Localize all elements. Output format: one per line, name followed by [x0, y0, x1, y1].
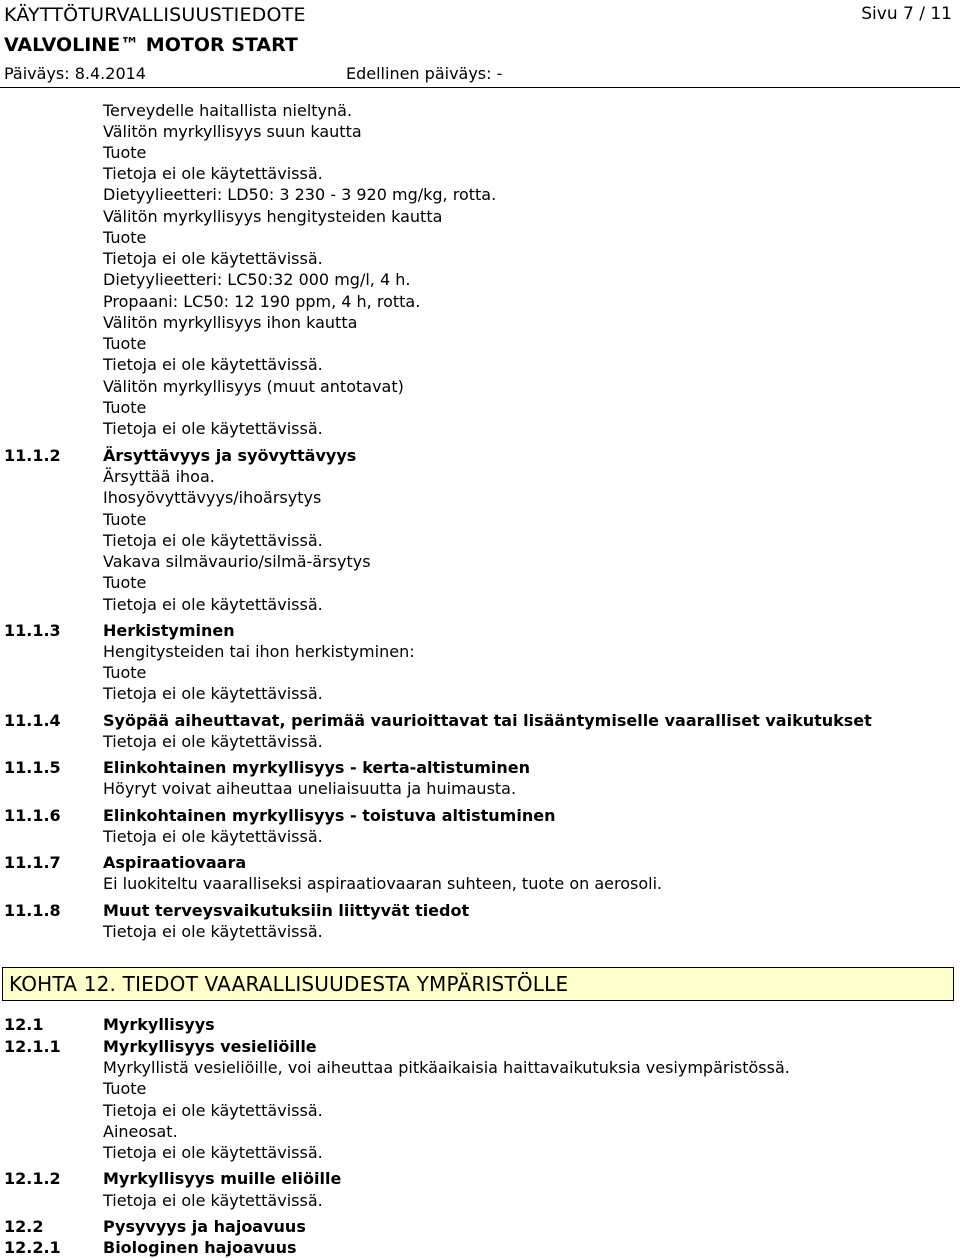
- previous-date: Edellinen päiväys: -: [346, 64, 503, 83]
- body-line: Tuote: [103, 143, 147, 162]
- section-number: 12.1: [4, 1015, 44, 1034]
- section-heading: Elinkohtainen myrkyllisyys - kerta-altistuminen: [103, 758, 531, 777]
- body-line: Tuote: [103, 398, 147, 417]
- body-line: Terveydelle haitallista nieltynä.: [103, 101, 353, 120]
- body-line: Tietoja ei ole käytettävissä.: [103, 732, 323, 751]
- section-heading: Biologinen hajoavuus: [103, 1238, 297, 1257]
- body-line: Tietoja ei ole käytettävissä.: [103, 922, 323, 941]
- body-line: Välitön myrkyllisyys suun kautta: [103, 122, 362, 141]
- product-name: VALVOLINE™ MOTOR START: [4, 34, 298, 56]
- body-line: Tuote: [103, 573, 147, 592]
- body-line: Välitön myrkyllisyys hengitysteiden kautta: [103, 207, 443, 226]
- section-number: 12.1.1: [4, 1037, 61, 1056]
- body-line: Ärsyttää ihoa.: [103, 467, 215, 486]
- section-number: 11.1.6: [4, 806, 61, 825]
- body-line: Propaani: LC50: 12 190 ppm, 4 h, rotta.: [103, 292, 421, 311]
- body-line: Tietoja ei ole käytettävissä.: [103, 684, 323, 703]
- section-number: 11.1.4: [4, 711, 61, 730]
- document-title: KÄYTTÖTURVALLISUUSTIEDOTE: [4, 4, 306, 26]
- body-line: Tuote: [103, 1079, 147, 1098]
- body-line: Tuote: [103, 510, 147, 529]
- body-line: Tietoja ei ole käytettävissä.: [103, 595, 323, 614]
- section-number: 12.2.1: [4, 1238, 61, 1257]
- section-heading: Elinkohtainen myrkyllisyys - toistuva altistuminen: [103, 806, 556, 825]
- body-line: Aineosat.: [103, 1122, 178, 1141]
- section-12-title: KOHTA 12. TIEDOT VAARALLISUUDESTA YMPÄRISTÖLLE: [9, 972, 569, 996]
- section-heading: Herkistyminen: [103, 621, 235, 640]
- body-line: Ei luokiteltu vaaralliseksi aspiraatiovaaran suhteen, tuote on aerosoli.: [103, 874, 663, 893]
- section-number: 11.1.7: [4, 853, 61, 872]
- body-line: Hengitysteiden tai ihon herkistyminen:: [103, 642, 415, 661]
- body-line: Tuote: [103, 228, 147, 247]
- body-line: Vakava silmävaurio/silmä-ärsytys: [103, 552, 371, 571]
- issue-date: Päiväys: 8.4.2014: [4, 64, 146, 83]
- body-line: Tuote: [103, 663, 147, 682]
- header-divider: [0, 87, 960, 88]
- section-heading: Aspiraatiovaara: [103, 853, 247, 872]
- body-line: Dietyylieetteri: LC50:32 000 mg/l, 4 h.: [103, 270, 411, 289]
- body-line: Tietoja ei ole käytettävissä.: [103, 419, 323, 438]
- body-line: Tietoja ei ole käytettävissä.: [103, 164, 323, 183]
- body-line: Ihosyövyttävyys/ihoärsytys: [103, 488, 322, 507]
- section-number: 11.1.8: [4, 901, 61, 920]
- body-line: Tietoja ei ole käytettävissä.: [103, 249, 323, 268]
- body-line: Tietoja ei ole käytettävissä.: [103, 827, 323, 846]
- section-heading: Syöpää aiheuttavat, perimää vaurioittavat tai lisääntymiselle vaaralliset vaikutukset: [103, 711, 872, 730]
- section-heading: Ärsyttävyys ja syövyttävyys: [103, 446, 357, 465]
- page-number: Sivu 7 / 11: [861, 4, 952, 24]
- body-line: Tietoja ei ole käytettävissä.: [103, 531, 323, 550]
- section-number: 11.1.3: [4, 621, 61, 640]
- body-line: Myrkyllistä vesieliöille, voi aiheuttaa pitkäaikaisia haittavaikutuksia vesiympäristössä.: [103, 1058, 790, 1077]
- section-heading: Pysyvyys ja hajoavuus: [103, 1217, 306, 1236]
- section-number: 12.1.2: [4, 1169, 61, 1188]
- body-line: Höyryt voivat aiheuttaa uneliaisuutta ja huimausta.: [103, 779, 517, 798]
- body-line: Tietoja ei ole käytettävissä.: [103, 1101, 323, 1120]
- section-number: 12.2: [4, 1217, 44, 1236]
- body-line: Tietoja ei ole käytettävissä.: [103, 355, 323, 374]
- section-heading: Myrkyllisyys muille eliöille: [103, 1169, 342, 1188]
- body-line: Dietyylieetteri: LD50: 3 230 - 3 920 mg/kg, rotta.: [103, 185, 497, 204]
- body-line: Välitön myrkyllisyys ihon kautta: [103, 313, 358, 332]
- body-line: Tuote: [103, 334, 147, 353]
- section-heading: Myrkyllisyys vesieliöille: [103, 1037, 317, 1056]
- section-number: 11.1.2: [4, 446, 61, 465]
- section-12-banner: [2, 967, 954, 1001]
- body-line: Tietoja ei ole käytettävissä.: [103, 1143, 323, 1162]
- section-number: 11.1.5: [4, 758, 61, 777]
- section-heading: Myrkyllisyys: [103, 1015, 215, 1034]
- body-line: Välitön myrkyllisyys (muut antotavat): [103, 377, 404, 396]
- body-line: Tietoja ei ole käytettävissä.: [103, 1191, 323, 1210]
- section-heading: Muut terveysvaikutuksiin liittyvät tiedot: [103, 901, 470, 920]
